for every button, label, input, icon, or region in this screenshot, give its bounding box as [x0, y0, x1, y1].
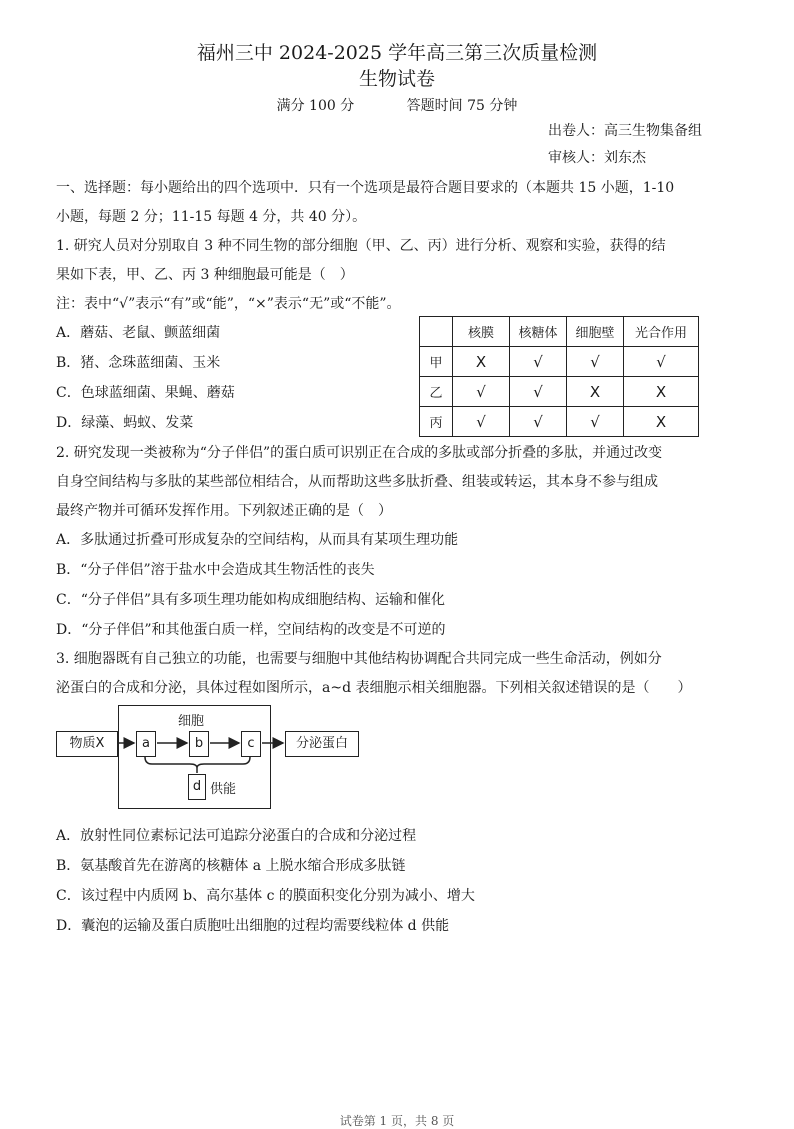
- q1-option-c: C．色球蓝细菌、果蝇、蘑菇: [56, 385, 235, 401]
- table-cell: √: [510, 407, 567, 437]
- table-row-label: 丙: [420, 407, 453, 437]
- output-secretory-protein-box: 分泌蛋白: [285, 731, 359, 757]
- q2-option-a: A．多肽通过折叠可形成复杂的空间结构，从而具有某项生理功能: [56, 532, 459, 548]
- table-header-cell: 核膜: [453, 317, 510, 347]
- q3-option-c: C．该过程中内质网 b、高尔基体 c 的膜面积变化分别为减小、增大: [56, 888, 475, 904]
- q3-option-d: D．囊泡的运输及蛋白质胞吐出细胞的过程均需要线粒体 d 供能: [56, 918, 450, 934]
- q1-note: 注：表中“√”表示“有”或“能”，“×”表示“无”或“不能”。: [56, 296, 401, 312]
- q1-stem-1: 1. 研究人员对分别取自 3 种不同生物的部分细胞（甲、乙、丙）进行分析、观察和实验，获得的结: [56, 238, 666, 254]
- q3-option-a: A．放射性同位素标记法可追踪分泌蛋白的合成和分泌过程: [56, 828, 417, 844]
- q2-option-b: B．“分子伴侣”溶于盐水中会造成其生物活性的丧失: [56, 562, 375, 578]
- q1-stem-2: 果如下表，甲、乙、丙 3 种细胞最可能是（ ）: [56, 267, 354, 283]
- table-cell: √: [510, 377, 567, 407]
- exam-author: 出卷人：高三生物集备组: [548, 123, 702, 139]
- q1-option-d: D．绿藻、蚂蚁、发菜: [56, 415, 194, 431]
- table-header-cell: 核糖体: [510, 317, 567, 347]
- table-cell: X: [624, 377, 699, 407]
- organelle-d-box: d: [188, 774, 206, 800]
- table-cell: √: [567, 407, 624, 437]
- table-header-cell: 光合作用: [624, 317, 699, 347]
- table-cell: X: [624, 407, 699, 437]
- cell-label: 细胞: [178, 714, 205, 729]
- table-cell: √: [453, 407, 510, 437]
- energy-supply-label: 供能: [210, 782, 237, 797]
- q2-stem-1: 2. 研究发现一类被称为“分子伴侣”的蛋白质可识别正在合成的多肽或部分折叠的多肽，并通过改变: [56, 445, 663, 461]
- table-header-cell: 细胞壁: [567, 317, 624, 347]
- table-cell: X: [567, 377, 624, 407]
- table-row-label: 乙: [420, 377, 453, 407]
- table-cell: √: [567, 347, 624, 377]
- page-footer: 试卷第 1 页，共 8 页: [339, 1114, 455, 1128]
- brace-bracket: [145, 757, 250, 768]
- full-score: 满分 100 分: [276, 98, 355, 114]
- q3-stem-2: 泌蛋白的合成和分泌，具体过程如图所示，a~d 表细胞示相关细胞器。下列相关叙述错误的是（ ）: [56, 680, 692, 696]
- table-row-label: 甲: [420, 347, 453, 377]
- exam-title: 福州三中 2024-2025 学年高三第三次质量检测: [196, 42, 598, 64]
- input-substance-box: 物质X: [56, 731, 118, 757]
- q1-option-b: B．猪、念珠蓝细菌、玉米: [56, 355, 221, 371]
- exam-subtitle: 生物试卷: [358, 68, 435, 90]
- section-line-1: 一、选择题：每小题给出的四个选项中．只有一个选项是最符合题目要求的（本题共 15 小题，1-10: [56, 180, 675, 196]
- q3-stem-1: 3. 细胞器既有自己独立的功能，也需要与细胞中其他结构协调配合共同完成一些生命活动，例如分: [56, 651, 662, 667]
- organelle-b-box: b: [189, 731, 209, 757]
- table-cell: √: [510, 347, 567, 377]
- q2-stem-3: 最终产物并可循环发挥作用。下列叙述正确的是（ ）: [56, 503, 392, 519]
- q2-option-d: D．“分子伴侣”和其他蛋白质一样，空间结构的改变是不可逆的: [56, 622, 446, 638]
- organelle-c-box: c: [241, 731, 261, 757]
- table-cell: √: [453, 377, 510, 407]
- q2-option-c: C．“分子伴侣”具有多项生理功能如构成细胞结构、运输和催化: [56, 592, 446, 608]
- exam-reviewer: 审核人：刘东杰: [548, 150, 646, 166]
- table-cell: X: [453, 347, 510, 377]
- q2-stem-2: 自身空间结构与多肽的某些部位相结合，从而帮助这些多肽折叠、组装或转运，其本身不参与组成: [56, 474, 658, 490]
- section-line-2: 小题，每题 2 分；11-15 每题 4 分，共 40 分）。: [56, 209, 367, 225]
- q3-option-b: B．氨基酸首先在游离的核糖体 a 上脱水缩合形成多肽链: [56, 858, 406, 874]
- exam-time: 答题时间 75 分钟: [406, 98, 518, 114]
- table-cell: √: [624, 347, 699, 377]
- organelle-a-box: a: [136, 731, 156, 757]
- q1-option-a: A．蘑菇、老鼠、颤蓝细菌: [56, 325, 221, 341]
